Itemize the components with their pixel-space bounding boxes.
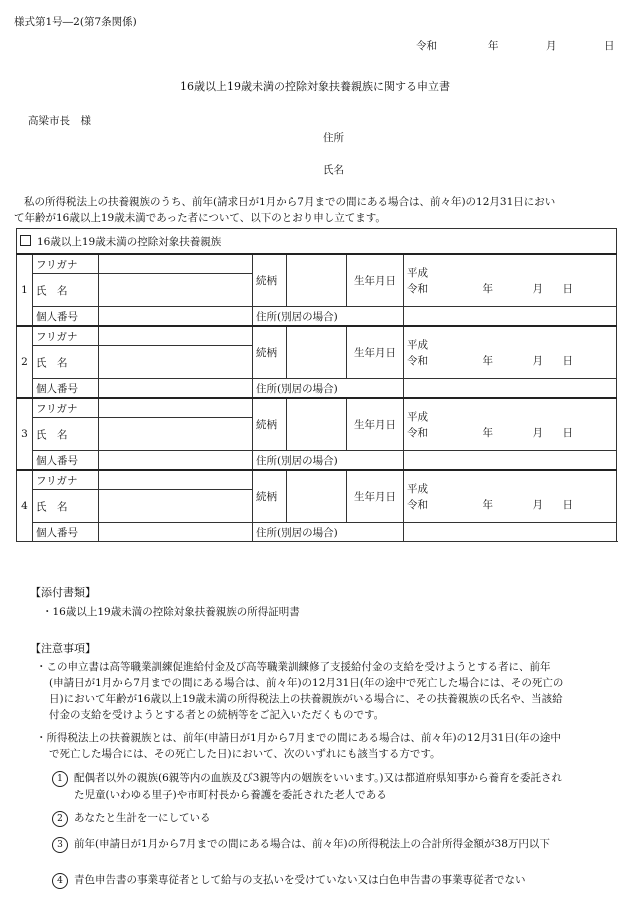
attachments-heading: 【添付書類】: [30, 586, 96, 599]
table-header-label: 16歳以上19歳未満の控除対象扶養親族: [37, 235, 222, 248]
notes-p1-line: 日)において年齢が16歳以上19歳未満の所得税法上の扶養親族がいる場合に、その扶養親族の氏名や、当該給: [49, 693, 563, 705]
condition-1: [52, 770, 562, 803]
birthdate-field[interactable]: [404, 326, 617, 379]
intro-line-2: て年齢が16歳以上19歳未満であった者について、以下のとおり申し立てます。: [14, 212, 386, 224]
era-heisei: 平成: [407, 266, 428, 279]
my-number-field[interactable]: [99, 307, 253, 327]
birthdate-field[interactable]: [404, 470, 617, 523]
relation-field[interactable]: [287, 326, 347, 379]
day-label: 日: [562, 498, 573, 511]
date-day: 日: [604, 40, 615, 52]
era-reiwa: 令和: [407, 426, 428, 439]
circled-number: 1: [52, 771, 68, 787]
name-field[interactable]: [99, 490, 253, 523]
relation-field[interactable]: [287, 470, 347, 523]
separate-address-field[interactable]: [404, 451, 617, 471]
month-label: 月: [532, 498, 543, 511]
condition-text: 配偶者以外の親族(6親等内の血族及び3親等内の姻族をいいます。)又は都道府県知事から養育を委託され: [74, 772, 562, 784]
date-year: 年: [488, 40, 499, 52]
condition-text: 青色申告書の事業専従者として給与の支払いを受けていない又は白色申告書の事業専従者でない: [74, 874, 526, 886]
document-title: 16歳以上19歳未満の控除対象扶養親族に関する申立書: [180, 80, 450, 93]
notes-p1-line: ・この申立書は高等職業訓練促進給付金及び高等職業訓練修了支援給付金の支給を受けようとする者に、前年: [36, 661, 551, 673]
name-field[interactable]: [99, 346, 253, 379]
date-month: 月: [546, 40, 557, 52]
applicant-name-label: 氏名: [323, 164, 344, 176]
furigana-label: フリガナ: [33, 398, 99, 418]
row-number: 1: [17, 254, 33, 326]
day-label: 日: [562, 282, 573, 295]
birthdate-label: 生年月日: [347, 470, 404, 523]
month-label: 月: [532, 282, 543, 295]
intro-paragraph: [14, 194, 555, 226]
my-number-label: 個人番号: [33, 451, 99, 471]
furigana-field[interactable]: [99, 326, 253, 346]
condition-text: あなたと生計を一にしている: [74, 812, 211, 824]
furigana-field[interactable]: [99, 254, 253, 274]
birthdate-field[interactable]: [404, 398, 617, 451]
name-label: 氏 名: [33, 274, 99, 307]
furigana-field[interactable]: [99, 398, 253, 418]
year-label: 年: [482, 498, 493, 511]
era-heisei: 平成: [407, 338, 428, 351]
separate-address-field[interactable]: [404, 307, 617, 327]
condition-3: [52, 836, 550, 853]
applicant-address-label: 住所: [323, 132, 344, 144]
era-heisei: 平成: [407, 410, 428, 423]
row-number: 3: [17, 398, 33, 470]
dependents-table: [16, 228, 617, 542]
condition-4: [52, 872, 526, 889]
addressee: 高梁市長 様: [28, 115, 91, 127]
row-number: 2: [17, 326, 33, 398]
birthdate-label: 生年月日: [347, 254, 404, 307]
furigana-label: フリガナ: [33, 326, 99, 346]
my-number-label: 個人番号: [33, 307, 99, 327]
separate-address-label: 住所(別居の場合): [253, 451, 404, 471]
day-label: 日: [562, 426, 573, 439]
intro-line-1: 私の所得税法上の扶養親族のうち、前年(請求日が1月から7月までの間にある場合は、前々年)の12月31日におい: [24, 196, 556, 208]
birthdate-field[interactable]: [404, 254, 617, 307]
notes-paragraph-1: [36, 659, 563, 723]
name-field[interactable]: [99, 418, 253, 451]
circled-number: 3: [52, 837, 68, 853]
relation-label: 続柄: [253, 254, 287, 307]
condition-text: 前年(申請日が1月から7月までの間にある場合は、前々年)の所得税法上の合計所得金額が38万円以下: [74, 838, 550, 850]
my-number-field[interactable]: [99, 451, 253, 471]
notes-p1-line: 付金の支給を受けようとする者との続柄等をご記入いただくものです。: [49, 709, 385, 721]
form-number: 様式第1号―2(第7条関係): [14, 16, 137, 28]
year-label: 年: [482, 426, 493, 439]
date-era: 令和: [416, 40, 437, 52]
attachment-item: ・16歳以上19歳未満の控除対象扶養親族の所得証明書: [42, 606, 300, 618]
circled-number: 2: [52, 811, 68, 827]
name-label: 氏 名: [33, 490, 99, 523]
day-label: 日: [562, 354, 573, 367]
era-reiwa: 令和: [407, 282, 428, 295]
era-reiwa: 令和: [407, 354, 428, 367]
furigana-label: フリガナ: [33, 470, 99, 490]
separate-address-label: 住所(別居の場合): [253, 523, 404, 542]
separate-address-label: 住所(別居の場合): [253, 307, 404, 327]
era-heisei: 平成: [407, 482, 428, 495]
separate-address-field[interactable]: [404, 523, 617, 542]
month-label: 月: [532, 354, 543, 367]
furigana-field[interactable]: [99, 470, 253, 490]
month-label: 月: [532, 426, 543, 439]
notes-paragraph-2: [36, 730, 561, 762]
furigana-label: フリガナ: [33, 254, 99, 274]
separate-address-field[interactable]: [404, 379, 617, 399]
notes-p1-line: (申請日が1月から7月までの間にある場合は、前々年)の12月31日(年の途中で死亡した場合には、その死亡の: [49, 677, 564, 689]
relation-field[interactable]: [287, 398, 347, 451]
notes-p2-line: で死亡した場合には、その死亡した日)において、次のいずれにも該当する方です。: [49, 748, 441, 760]
condition-2: [52, 810, 211, 827]
notes-heading: 【注意事項】: [30, 642, 96, 655]
name-label: 氏 名: [33, 418, 99, 451]
relation-label: 続柄: [253, 470, 287, 523]
separate-address-label: 住所(別居の場合): [253, 379, 404, 399]
notes-p2-line: ・所得税法上の扶養親族とは、前年(申請日が1月から7月までの間にある場合は、前々年)の12月31日(年の途中: [36, 732, 561, 744]
my-number-field[interactable]: [99, 379, 253, 399]
year-label: 年: [482, 354, 493, 367]
relation-label: 続柄: [253, 326, 287, 379]
relation-field[interactable]: [287, 254, 347, 307]
name-label: 氏 名: [33, 346, 99, 379]
birthdate-label: 生年月日: [347, 326, 404, 379]
circled-number: 4: [52, 873, 68, 889]
my-number-label: 個人番号: [33, 379, 99, 399]
my-number-field[interactable]: [99, 523, 253, 542]
year-label: 年: [482, 282, 493, 295]
condition-text: た児童(いわゆる里子)や市町村長から養護を委託された老人である: [74, 789, 387, 801]
era-reiwa: 令和: [407, 498, 428, 511]
checkbox[interactable]: [20, 235, 31, 246]
relation-label: 続柄: [253, 398, 287, 451]
table-header: [17, 229, 617, 255]
my-number-label: 個人番号: [33, 523, 99, 542]
birthdate-label: 生年月日: [347, 398, 404, 451]
row-number: 4: [17, 470, 33, 542]
name-field[interactable]: [99, 274, 253, 307]
